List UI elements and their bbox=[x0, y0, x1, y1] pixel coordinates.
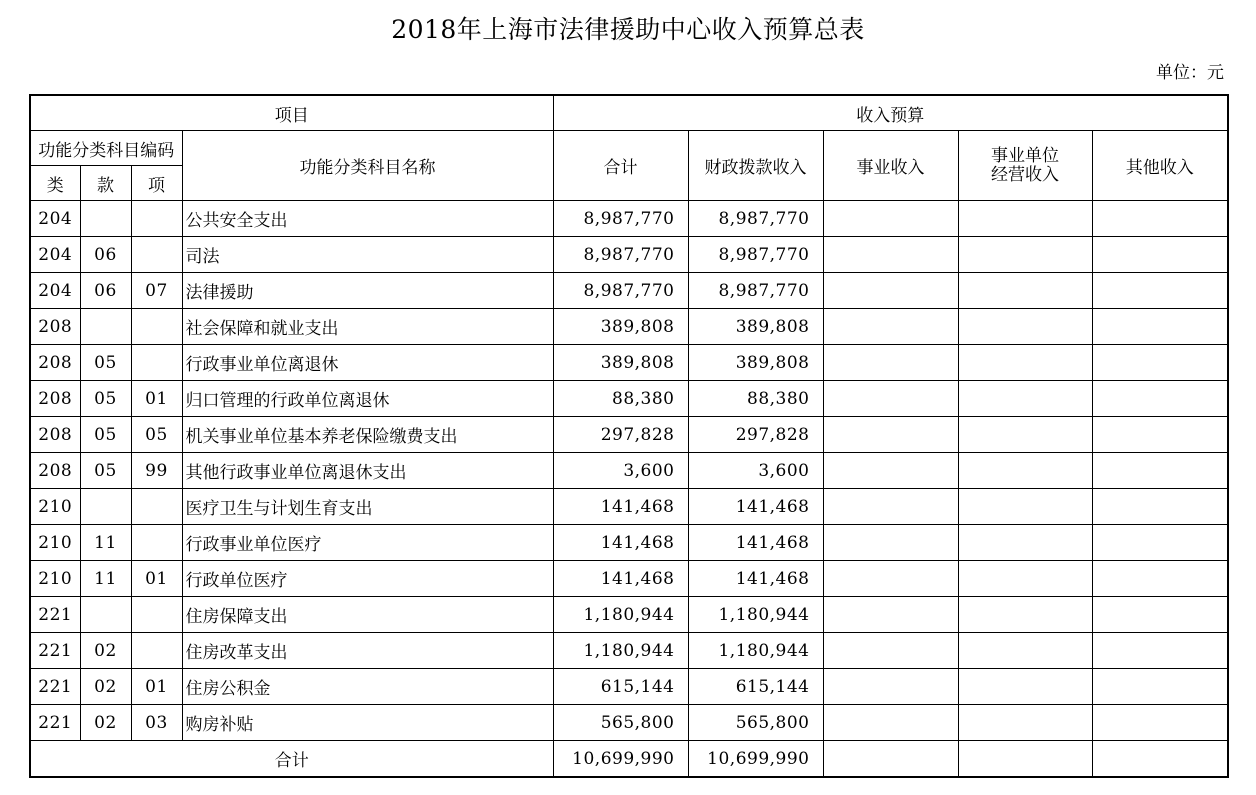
totals-business-unit bbox=[958, 741, 1092, 778]
cell-kuan: 06 bbox=[80, 273, 131, 309]
cell-other bbox=[1092, 201, 1228, 237]
cell-fiscal: 141,468 bbox=[688, 489, 823, 525]
cell-business bbox=[823, 237, 958, 273]
cell-fiscal: 141,468 bbox=[688, 561, 823, 597]
cell-other bbox=[1092, 417, 1228, 453]
cell-other bbox=[1092, 525, 1228, 561]
cell-total: 8,987,770 bbox=[553, 273, 688, 309]
cell-total: 565,800 bbox=[553, 705, 688, 741]
cell-xiang bbox=[131, 489, 182, 525]
cell-business bbox=[823, 345, 958, 381]
cell-lei: 208 bbox=[30, 345, 80, 381]
header-project: 项目 bbox=[30, 95, 553, 131]
totals-other bbox=[1092, 741, 1228, 778]
header-business: 事业收入 bbox=[823, 131, 958, 201]
cell-other bbox=[1092, 345, 1228, 381]
cell-business bbox=[823, 381, 958, 417]
cell-lei: 204 bbox=[30, 201, 80, 237]
cell-lei: 208 bbox=[30, 381, 80, 417]
cell-total: 141,468 bbox=[553, 561, 688, 597]
cell-lei: 221 bbox=[30, 597, 80, 633]
cell-name: 购房补贴 bbox=[182, 705, 553, 741]
table-row bbox=[30, 417, 1228, 453]
cell-name: 法律援助 bbox=[182, 273, 553, 309]
cell-name: 其他行政事业单位离退休支出 bbox=[182, 453, 553, 489]
unit-label: 单位：元 bbox=[1156, 63, 1224, 83]
cell-business-unit bbox=[958, 633, 1092, 669]
table-row bbox=[30, 633, 1228, 669]
cell-kuan: 11 bbox=[80, 561, 131, 597]
cell-kuan: 11 bbox=[80, 525, 131, 561]
cell-business bbox=[823, 309, 958, 345]
cell-fiscal: 8,987,770 bbox=[688, 201, 823, 237]
cell-lei: 221 bbox=[30, 633, 80, 669]
cell-kuan: 02 bbox=[80, 633, 131, 669]
header-func-name: 功能分类科目名称 bbox=[182, 131, 553, 201]
totals-business bbox=[823, 741, 958, 778]
cell-xiang bbox=[131, 345, 182, 381]
cell-xiang bbox=[131, 525, 182, 561]
cell-business-unit bbox=[958, 273, 1092, 309]
cell-fiscal: 1,180,944 bbox=[688, 597, 823, 633]
cell-lei: 208 bbox=[30, 309, 80, 345]
cell-fiscal: 88,380 bbox=[688, 381, 823, 417]
cell-business-unit bbox=[958, 669, 1092, 705]
table-row bbox=[30, 561, 1228, 597]
cell-name: 行政单位医疗 bbox=[182, 561, 553, 597]
totals-row bbox=[30, 741, 1228, 778]
cell-total: 389,808 bbox=[553, 309, 688, 345]
cell-business bbox=[823, 705, 958, 741]
table-row bbox=[30, 273, 1228, 309]
cell-lei: 204 bbox=[30, 237, 80, 273]
cell-lei: 210 bbox=[30, 561, 80, 597]
cell-other bbox=[1092, 273, 1228, 309]
cell-business bbox=[823, 273, 958, 309]
cell-business-unit bbox=[958, 453, 1092, 489]
cell-fiscal: 615,144 bbox=[688, 669, 823, 705]
cell-other bbox=[1092, 597, 1228, 633]
cell-other bbox=[1092, 633, 1228, 669]
cell-total: 8,987,770 bbox=[553, 201, 688, 237]
table-row bbox=[30, 525, 1228, 561]
cell-business-unit bbox=[958, 597, 1092, 633]
cell-name: 住房保障支出 bbox=[182, 597, 553, 633]
income-budget-table bbox=[29, 94, 1229, 778]
cell-name: 行政事业单位医疗 bbox=[182, 525, 553, 561]
cell-kuan: 05 bbox=[80, 381, 131, 417]
cell-name: 社会保障和就业支出 bbox=[182, 309, 553, 345]
table-row bbox=[30, 453, 1228, 489]
cell-business bbox=[823, 633, 958, 669]
cell-kuan bbox=[80, 309, 131, 345]
cell-total: 615,144 bbox=[553, 669, 688, 705]
cell-other bbox=[1092, 669, 1228, 705]
table-row bbox=[30, 345, 1228, 381]
cell-business bbox=[823, 417, 958, 453]
cell-business-unit bbox=[958, 201, 1092, 237]
table-row bbox=[30, 669, 1228, 705]
cell-name: 行政事业单位离退休 bbox=[182, 345, 553, 381]
cell-lei: 221 bbox=[30, 669, 80, 705]
cell-name: 司法 bbox=[182, 237, 553, 273]
cell-other bbox=[1092, 237, 1228, 273]
table-row bbox=[30, 309, 1228, 345]
cell-name: 住房公积金 bbox=[182, 669, 553, 705]
header-row-1 bbox=[30, 95, 1228, 131]
cell-kuan: 02 bbox=[80, 705, 131, 741]
cell-xiang bbox=[131, 309, 182, 345]
page-title: 2018年上海市法律援助中心收入预算总表 bbox=[391, 15, 865, 44]
header-total: 合计 bbox=[553, 131, 688, 201]
header-business-unit bbox=[958, 131, 1092, 201]
cell-business-unit bbox=[958, 417, 1092, 453]
cell-business-unit bbox=[958, 237, 1092, 273]
cell-lei: 208 bbox=[30, 417, 80, 453]
table-row bbox=[30, 381, 1228, 417]
header-xiang: 项 bbox=[131, 166, 182, 201]
cell-other bbox=[1092, 309, 1228, 345]
cell-name: 公共安全支出 bbox=[182, 201, 553, 237]
header-kuan: 款 bbox=[80, 166, 131, 201]
cell-kuan: 05 bbox=[80, 417, 131, 453]
cell-other bbox=[1092, 453, 1228, 489]
cell-fiscal: 565,800 bbox=[688, 705, 823, 741]
cell-name: 医疗卫生与计划生育支出 bbox=[182, 489, 553, 525]
table-row bbox=[30, 489, 1228, 525]
cell-fiscal: 3,600 bbox=[688, 453, 823, 489]
cell-business-unit bbox=[958, 309, 1092, 345]
cell-xiang: 99 bbox=[131, 453, 182, 489]
cell-other bbox=[1092, 381, 1228, 417]
cell-kuan: 02 bbox=[80, 669, 131, 705]
cell-lei: 204 bbox=[30, 273, 80, 309]
totals-label: 合计 bbox=[30, 741, 553, 778]
cell-xiang bbox=[131, 201, 182, 237]
table-row bbox=[30, 201, 1228, 237]
totals-fiscal: 10,699,990 bbox=[688, 741, 823, 778]
cell-xiang bbox=[131, 633, 182, 669]
cell-fiscal: 8,987,770 bbox=[688, 237, 823, 273]
cell-other bbox=[1092, 705, 1228, 741]
cell-kuan bbox=[80, 489, 131, 525]
cell-business-unit bbox=[958, 345, 1092, 381]
cell-total: 141,468 bbox=[553, 525, 688, 561]
header-business-unit-line2: 经营收入 bbox=[991, 164, 1059, 185]
cell-fiscal: 389,808 bbox=[688, 309, 823, 345]
cell-business bbox=[823, 561, 958, 597]
header-fiscal: 财政拨款收入 bbox=[688, 131, 823, 201]
cell-xiang: 01 bbox=[131, 381, 182, 417]
cell-xiang bbox=[131, 597, 182, 633]
cell-fiscal: 1,180,944 bbox=[688, 633, 823, 669]
cell-kuan: 05 bbox=[80, 453, 131, 489]
header-income-budget: 收入预算 bbox=[553, 95, 1228, 131]
cell-total: 1,180,944 bbox=[553, 633, 688, 669]
cell-total: 88,380 bbox=[553, 381, 688, 417]
cell-business-unit bbox=[958, 561, 1092, 597]
cell-lei: 210 bbox=[30, 489, 80, 525]
cell-business bbox=[823, 453, 958, 489]
cell-total: 1,180,944 bbox=[553, 597, 688, 633]
cell-fiscal: 297,828 bbox=[688, 417, 823, 453]
cell-business bbox=[823, 489, 958, 525]
cell-name: 机关事业单位基本养老保险缴费支出 bbox=[182, 417, 553, 453]
cell-business-unit bbox=[958, 705, 1092, 741]
cell-kuan bbox=[80, 201, 131, 237]
table-row bbox=[30, 705, 1228, 741]
totals-total: 10,699,990 bbox=[553, 741, 688, 778]
cell-name: 归口管理的行政单位离退休 bbox=[182, 381, 553, 417]
cell-lei: 210 bbox=[30, 525, 80, 561]
cell-lei: 208 bbox=[30, 453, 80, 489]
header-func-code: 功能分类科目编码 bbox=[30, 131, 182, 166]
cell-xiang: 01 bbox=[131, 669, 182, 705]
cell-xiang: 05 bbox=[131, 417, 182, 453]
cell-name: 住房改革支出 bbox=[182, 633, 553, 669]
table-row bbox=[30, 597, 1228, 633]
cell-business bbox=[823, 201, 958, 237]
cell-lei: 221 bbox=[30, 705, 80, 741]
cell-other bbox=[1092, 561, 1228, 597]
cell-kuan: 06 bbox=[80, 237, 131, 273]
cell-kuan: 05 bbox=[80, 345, 131, 381]
cell-business bbox=[823, 597, 958, 633]
cell-business-unit bbox=[958, 381, 1092, 417]
cell-total: 297,828 bbox=[553, 417, 688, 453]
cell-total: 3,600 bbox=[553, 453, 688, 489]
cell-total: 141,468 bbox=[553, 489, 688, 525]
cell-business-unit bbox=[958, 489, 1092, 525]
cell-fiscal: 8,987,770 bbox=[688, 273, 823, 309]
header-business-unit-line1: 事业单位 bbox=[991, 145, 1059, 166]
header-lei: 类 bbox=[30, 166, 80, 201]
cell-fiscal: 389,808 bbox=[688, 345, 823, 381]
header-row-2 bbox=[30, 131, 1228, 166]
cell-business bbox=[823, 669, 958, 705]
cell-total: 389,808 bbox=[553, 345, 688, 381]
cell-business-unit bbox=[958, 525, 1092, 561]
cell-xiang: 07 bbox=[131, 273, 182, 309]
cell-xiang: 01 bbox=[131, 561, 182, 597]
table-row bbox=[30, 237, 1228, 273]
cell-kuan bbox=[80, 597, 131, 633]
cell-xiang: 03 bbox=[131, 705, 182, 741]
header-other: 其他收入 bbox=[1092, 131, 1228, 201]
cell-fiscal: 141,468 bbox=[688, 525, 823, 561]
cell-other bbox=[1092, 489, 1228, 525]
cell-business bbox=[823, 525, 958, 561]
cell-xiang bbox=[131, 237, 182, 273]
cell-total: 8,987,770 bbox=[553, 237, 688, 273]
